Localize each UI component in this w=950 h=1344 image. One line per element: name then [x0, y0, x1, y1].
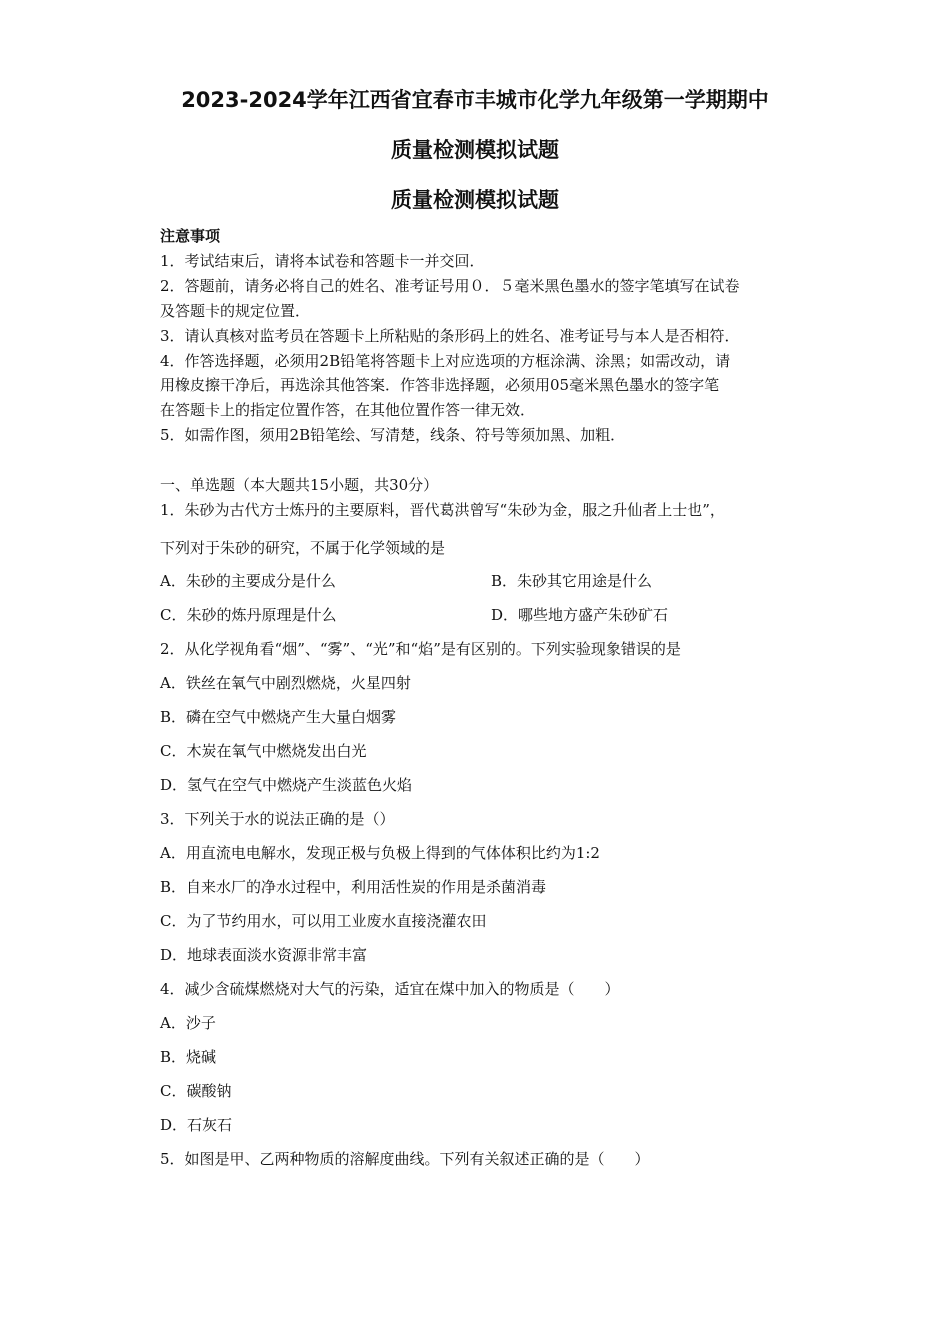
- question-3-option-b: B．自来水厂的净水过程中，利用活性炭的作用是杀菌消毒: [160, 878, 547, 896]
- question-2-option-a: A．铁丝在氧气中剧烈燃烧，火星四射: [160, 674, 411, 692]
- question-5-stem: 5．如图是甲、乙两种物质的溶解度曲线。下列有关叙述正确的是（ ）: [160, 1150, 650, 1168]
- note-line: 1．考试结束后，请将本试卷和答题卡一并交回．: [160, 252, 485, 270]
- note-line: 4．作答选择题，必须用2B铅笔将答题卡上对应选项的方框涂满、涂黑；如需改动，请: [160, 352, 731, 370]
- exam-subtitle-repeat: 质量检测模拟试题: [391, 188, 559, 212]
- question-4-option-c: C．碳酸钠: [160, 1082, 232, 1100]
- question-1-option-d: D．哪些地方盛产朱砂矿石: [491, 606, 669, 624]
- question-4-option-d: D．石灰石: [160, 1116, 233, 1134]
- question-1-option-b: B．朱砂其它用途是什么: [491, 572, 653, 590]
- question-1-option-c: C．朱砂的炼丹原理是什么: [160, 606, 337, 624]
- question-4-stem: 4．减少含硫煤燃烧对大气的污染，适宜在煤中加入的物质是（ ）: [160, 980, 620, 998]
- exam-title: 2023-2024学年江西省宜春市丰城市化学九年级第一学期期中: [181, 88, 769, 112]
- question-1-stem-continued: 下列对于朱砂的研究，不属于化学领域的是: [160, 539, 446, 557]
- question-3-stem: 3．下列关于水的说法正确的是（）: [160, 810, 395, 828]
- exam-subtitle: 质量检测模拟试题: [391, 138, 559, 162]
- note-line: 用橡皮擦干净后，再选涂其他答案．作答非选择题，必须用05毫米黑色墨水的签字笔: [160, 376, 720, 394]
- question-2-option-b: B．磷在空气中燃烧产生大量白烟雾: [160, 708, 397, 726]
- question-2-stem: 2．从化学视角看“烟”、“雾”、“光”和“焰”是有区别的。下列实验现象错误的是: [160, 640, 681, 658]
- question-1-stem: 1．朱砂为古代方士炼丹的主要原料，晋代葛洪曾写“朱砂为金，服之升仙者上士也”，: [160, 501, 725, 519]
- question-4-option-b: B．烧碱: [160, 1048, 217, 1066]
- note-line: 3．请认真核对监考员在答题卡上所粘贴的条形码上的姓名、准考证号与本人是否相符．: [160, 327, 740, 345]
- question-3-option-c: C．为了节约用水，可以用工业废水直接浇灌农田: [160, 912, 487, 930]
- note-line: 2．答题前，请务必将自己的姓名、准考证号用０．５毫米黑色墨水的签字笔填写在试卷: [160, 277, 740, 295]
- note-line: 5．如需作图，须用2B铅笔绘、写清楚，线条、符号等须加黑、加粗．: [160, 426, 626, 444]
- note-line: 在答题卡上的指定位置作答，在其他位置作答一律无效．: [160, 401, 536, 419]
- question-1-option-a: A．朱砂的主要成分是什么: [160, 572, 336, 590]
- question-2-option-c: C．木炭在氧气中燃烧发出白光: [160, 742, 367, 760]
- note-line: 及答题卡的规定位置．: [160, 302, 311, 320]
- section-heading: 一、单选题（本大题共15小题，共30分）: [160, 476, 439, 494]
- question-3-option-d: D．地球表面淡水资源非常丰富: [160, 946, 368, 964]
- question-2-option-d: D．氢气在空气中燃烧产生淡蓝色火焰: [160, 776, 413, 794]
- question-4-option-a: A．沙子: [160, 1014, 216, 1032]
- question-3-option-a: A．用直流电电解水，发现正极与负极上得到的气体体积比约为1:2: [160, 844, 600, 862]
- notes-heading: 注意事项: [160, 227, 221, 245]
